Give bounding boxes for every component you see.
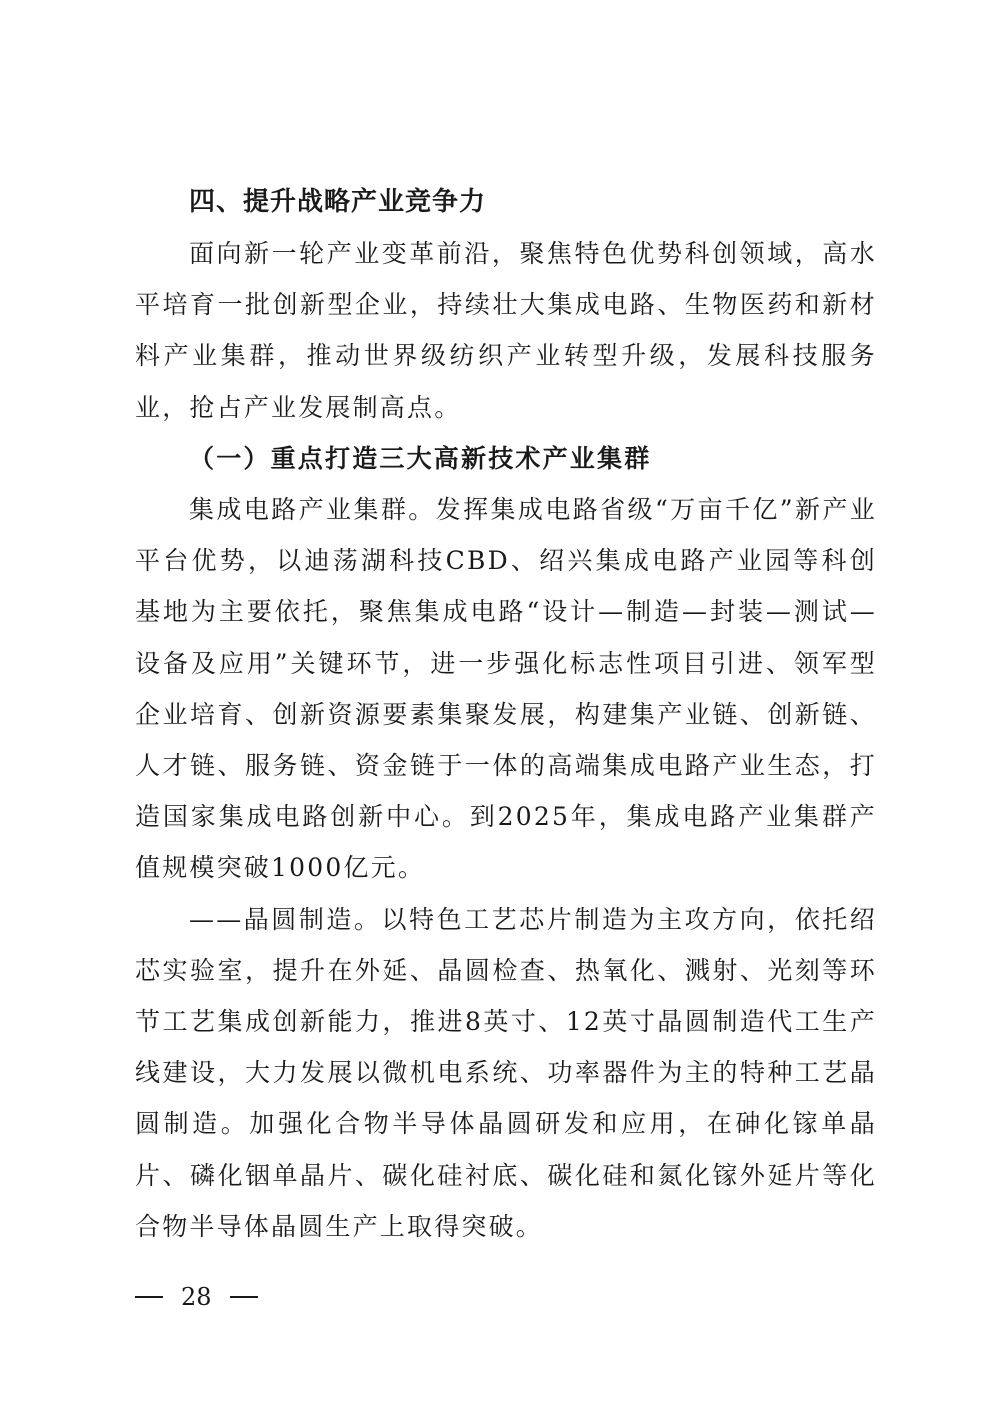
intro-paragraph: 面向新一轮产业变革前沿，聚焦特色优势科创领域，高水平培育一批创新型企业，持续壮大集成电路、生物医药和新材料产业集群，推动世界级纺织产业转型升级，发展科技服务业，抢占产业发展制高点。 [135, 239, 877, 422]
footer-dash-right [230, 1296, 258, 1298]
section-heading: 四、提升战略产业竞争力 [189, 187, 487, 217]
page-content [135, 176, 877, 1252]
subsection-heading: （一）重点打造三大高新技术产业集群 [189, 443, 652, 473]
wafer-paragraph: ——晶圆制造。以特色工艺芯片制造为主攻方向，依托绍芯实验室，提升在外延、晶圆检查、热氧化、溅射、光刻等环节工艺集成创新能力，推进8英寸、12英寸晶圆制造代工生产线建设，大力发展以微机电系统、功率器件为主的特种工艺晶圆制造。加强化合物半导体晶圆研发和应用，在砷化镓单晶片、磷化铟单晶片、碳化硅衬底、碳化硅和氮化镓外延片等化合物半导体晶圆生产上取得突破。 [135, 904, 877, 1241]
page-footer [135, 1282, 258, 1312]
page-number: 28 [181, 1283, 212, 1311]
footer-dash-left [135, 1296, 163, 1298]
ic-cluster-paragraph: 集成电路产业集群。发挥集成电路省级“万亩千亿”新产业平台优势，以迪荡湖科技CBD、绍兴集成电路产业园等科创基地为主要依托，聚焦集成电路“设计—制造—封装—测试—设备及应用”关键环节，进一步强化标志性项目引进、领军型企业培育、创新资源要素集聚发展，构建集产业链、创新链、人才链、服务链、资金链于一体的高端集成电路产业生态，打造国家集成电路创新中心。到2025年，集成电路产业集群产值规模突破1000亿元。 [135, 495, 877, 883]
